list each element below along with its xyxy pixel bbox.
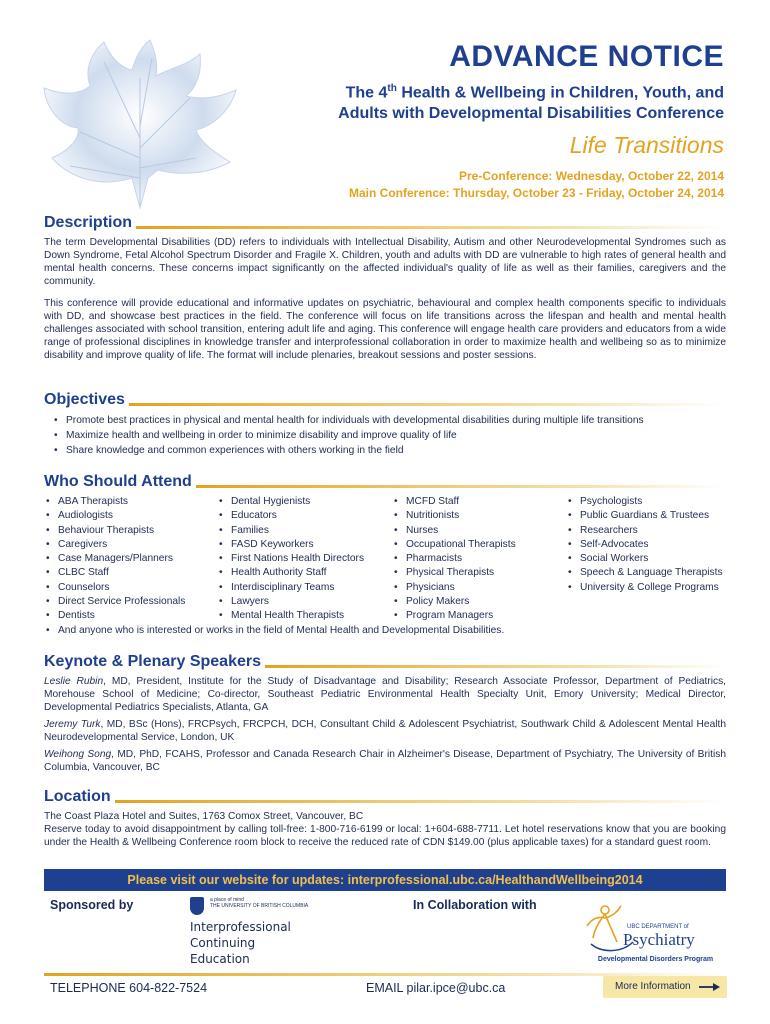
figure-icon [587, 906, 621, 942]
list-item: • Share knowledge and common experiences with others working in the field [54, 443, 726, 458]
leaf-image [40, 38, 240, 213]
speaker-entry [44, 718, 726, 744]
list-item: • Program Managers [392, 609, 566, 623]
list-item: • First Nations Health Directors [217, 552, 392, 566]
description-paragraph: The term Developmental Disabilities (DD) refers to individuals with Intellectual Disability, Autism and other Neurodevelopmental Syndromes such as Down Syndrome, Fetal Alcohol Spectrum Disorder and Fragile X. Children, youth and adults with DD are vulnerable to high rates of general health and mental health concerns. These concerns impact significantly on the affected individual's quality of life as well as their families, caregivers and the community. [44, 237, 726, 287]
who-column-3 [392, 495, 566, 624]
list-item: • ABA Therapists [44, 495, 217, 509]
telephone: TELEPHONE 604-822-7524 [50, 981, 208, 995]
list-item: • Behaviour Therapists [44, 524, 217, 538]
conference-dates [240, 168, 724, 202]
email[interactable]: EMAIL pilar.ipce@ubc.ca [366, 981, 506, 995]
list-item: • Pharmacists [392, 552, 566, 566]
website-banner[interactable]: Please visit our website for updates: interprofessional.ubc.ca/HealthandWellbeing2014 [44, 869, 726, 891]
who-column-1 [44, 495, 217, 624]
list-item: • Dental Hygienists [217, 495, 392, 509]
list-item: • Families [217, 524, 392, 538]
list-item: • Dentists [44, 609, 217, 623]
ubc-tagline [210, 897, 308, 909]
speakers-heading: Keynote & Plenary Speakers [44, 653, 261, 670]
list-item: • Maximize health and wellbeing in order to minimize disability and improve quality of life [54, 428, 726, 443]
ubc-crest-icon [190, 897, 204, 915]
list-item: • Social Workers [566, 552, 726, 566]
conference-title-line2: Adults with Developmental Disabilities Conference [338, 105, 724, 123]
list-item: • Physicians [392, 581, 566, 595]
list-item: • Lawyers [217, 595, 392, 609]
ipce-name [190, 919, 291, 967]
conference-title-sup: th [387, 83, 397, 94]
list-item: • Interdisciplinary Teams [217, 581, 392, 595]
list-item: • MCFD Staff [392, 495, 566, 509]
location-reservation: Reserve today to avoid disappointment by calling toll-free: 1-800-716-6199 or local: 1+604-688-7711. Let hotel reservations know that you are booking under the Health & Wellbeing Conference room block to receive the reduced rate of CDN $149.00 (plus applicable taxes) for a standard guest room. [44, 824, 726, 848]
list-item: • Counselors [44, 581, 217, 595]
section-divider [129, 403, 726, 406]
section-divider [196, 485, 726, 488]
conference-title-line1: Health & Wellbeing in Children, Youth, and [396, 84, 724, 102]
more-information-button[interactable] [603, 976, 727, 998]
list-item: • Public Guardians & Trustees [566, 509, 726, 523]
page-title: ADVANCE NOTICE [449, 40, 724, 73]
location-address: The Coast Plaza Hotel and Suites, 1763 Comox Street, Vancouver, BC [44, 811, 364, 822]
list-item: • Educators [217, 509, 392, 523]
who-column-2 [217, 495, 392, 624]
arrow-right-icon [699, 982, 721, 992]
header [240, 40, 724, 202]
list-item: • Case Managers/Planners [44, 552, 217, 566]
psychiatry-name-text: Psychiatry [623, 930, 695, 949]
list-item: • Mental Health Therapists [217, 609, 392, 623]
ubc-university-text: THE UNIVERSITY OF BRITISH COLUMBIA [210, 903, 309, 909]
who-grid [44, 495, 726, 624]
objectives-section [44, 389, 726, 458]
list-item: • Speech & Language Therapists [566, 566, 726, 580]
main-conference-date: Main Conference: Thursday, October 23 - Friday, October 24, 2014 [349, 186, 724, 201]
list-item: • Caregivers [44, 538, 217, 552]
ipce-line2: Continuing [190, 936, 256, 950]
speakers-section [44, 651, 726, 774]
conference-theme: Life Transitions [569, 132, 724, 159]
list-item: • Nurses [392, 524, 566, 538]
list-item: • Self-Advocates [566, 538, 726, 552]
list-item: • Promote best practices in physical and mental health for individuals with developmental disabilities during multiple life transitions [54, 413, 726, 428]
ubc-tagline-text: a place of mind [210, 897, 244, 903]
objectives-heading: Objectives [44, 391, 125, 408]
speaker-details: , MD, PhD, FCAHS, Professor and Canada Research Chair in Alzheimer's Disease, Department of Psychiatry, The University of British Columbia, Vancouver, BC [44, 749, 726, 773]
description-heading: Description [44, 214, 133, 231]
list-item: • Researchers [566, 524, 726, 538]
list-item: • Occupational Therapists [392, 538, 566, 552]
list-item: • Physical Therapists [392, 566, 566, 580]
speaker-details: , MD, BSc (Hons), FRCPsych, FRCPCH, DCH, Consultant Child & Adolescent Psychiatrist, Southwark Child & Adolescent Mental Health Neurodevelopmental Service, London, UK [44, 719, 726, 743]
ipce-line1: Interprofessional [190, 920, 291, 934]
list-item: • FASD Keyworkers [217, 538, 392, 552]
psychiatry-dept-text: UBC DEPARTMENT of [627, 924, 689, 930]
speaker-entry [44, 675, 726, 714]
list-item: • Psychologists [566, 495, 726, 509]
speaker-name: Weihong Song [44, 749, 112, 760]
conference-title [240, 78, 724, 124]
developmental-disorders-program: Developmental Disorders Program [597, 956, 714, 963]
list-item: • CLBC Staff [44, 566, 217, 580]
who-heading: Who Should Attend [44, 473, 192, 490]
description-section [44, 212, 726, 362]
sponsored-by-label: Sponsored by [50, 898, 134, 912]
description-paragraph: This conference will provide educational and informative updates on psychiatric, behavioural and complex health components specific to individuals with DD, and showcase best practices in the field. The conference will focus on life transitions across the lifespan and health and mental health challenges associated with school transition, entering adult life and aging. This conference will engage health care providers and educators from a wide range of professional disciplines in knowledge transfer and interprofessional collaboration in order to maximize health and wellbeing so as to minimize disability and improve quality of life. The format will include plenaries, breakout sessions and poster sessions. [44, 298, 726, 361]
speaker-name: Jeremy Turk [44, 719, 101, 730]
location-section [44, 786, 726, 849]
who-last-item: • And anyone who is interested or works in the field of Mental Health and Developmental Disabilities. [44, 624, 726, 638]
objectives-list [44, 413, 726, 458]
collaboration-label: In Collaboration with [413, 898, 537, 912]
speaker-name: Leslie Rubin [44, 676, 104, 687]
more-information-label: More Information [615, 981, 691, 992]
ubc-ipce-logo [190, 897, 330, 969]
pre-conference-date: Pre-Conference: Wednesday, October 22, 2014 [459, 169, 724, 184]
list-item: • Health Authority Staff [217, 566, 392, 580]
section-divider [136, 226, 726, 229]
who-section [44, 471, 726, 638]
location-heading: Location [44, 788, 111, 805]
list-item: • Audiologists [44, 509, 217, 523]
list-item: • University & College Programs [566, 581, 726, 595]
ipce-line3: Education [190, 952, 250, 966]
who-column-4 [566, 495, 726, 624]
speaker-details: , MD, President, Institute for the Study of Disadvantage and Disability; Research Associate Professor, Department of Pediatrics, Morehouse School of Medicine; Co-director, Southeast Pediatric Environmental Health Specialty Unit, Emory University; Medical Director, Developmental Pediatrics Specialists, Atlanta, GA [44, 676, 727, 713]
section-divider [115, 800, 726, 803]
section-divider [265, 665, 726, 668]
list-item: • Policy Makers [392, 595, 566, 609]
list-item: • Nutritionists [392, 509, 566, 523]
conference-title-pre: The 4 [345, 84, 388, 102]
list-item: • Direct Service Professionals [44, 595, 217, 609]
speaker-entry [44, 748, 726, 774]
